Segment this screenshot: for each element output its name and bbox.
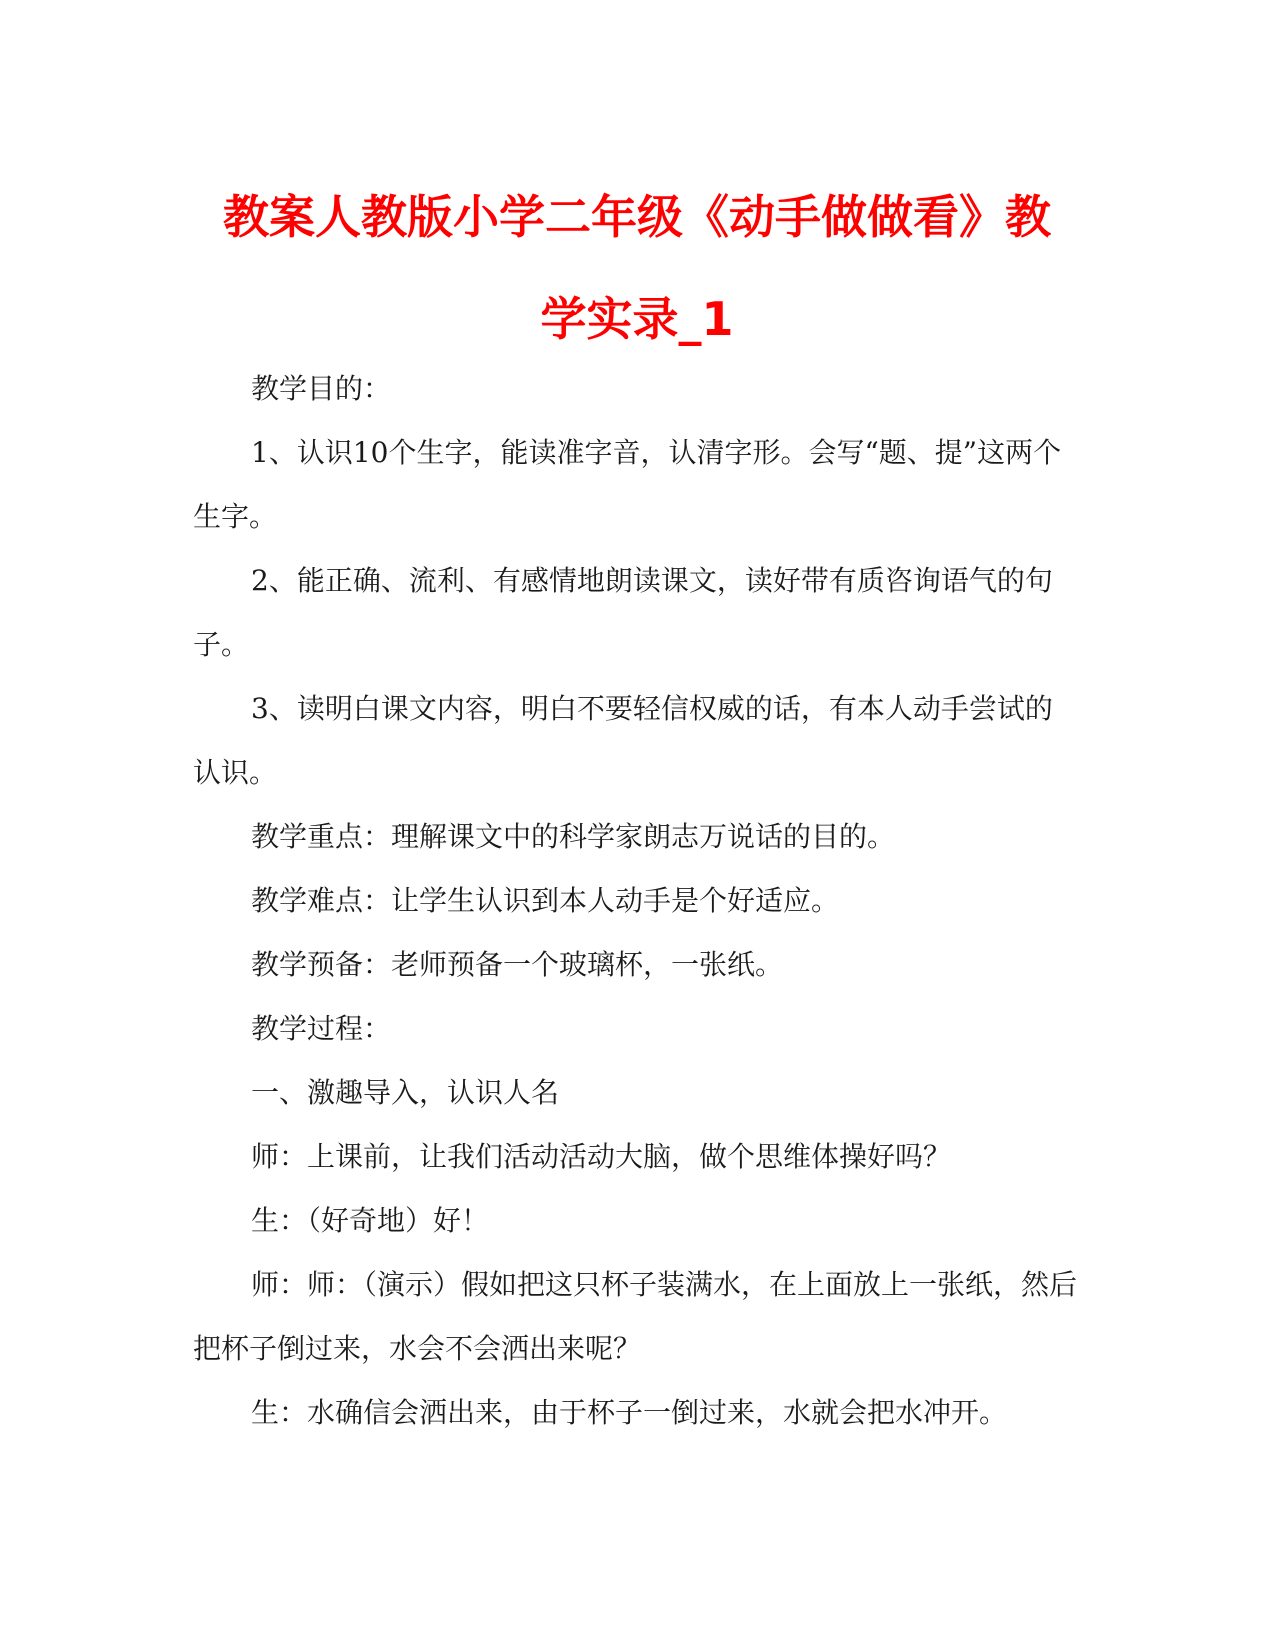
objective-2: 2、能正确、流利、有感情地朗读课文，读好带有质咨询语气的句子。	[193, 564, 1053, 661]
section-heading-objectives: 教学目的：	[251, 372, 392, 405]
dialogue-line: 师：上课前，让我们活动活动大脑，做个思维体操好吗？	[251, 1140, 952, 1173]
difficult-point: 教学难点：让学生认识到本人动手是个好适应。	[251, 884, 840, 917]
title-line-1: 教案人教版小学二年级《动手做做看》教	[223, 190, 1051, 244]
key-point: 教学重点：理解课文中的科学家朗志万说话的目的。	[251, 820, 896, 853]
document-title	[150, 166, 1124, 370]
preparation: 教学预备：老师预备一个玻璃杯，一张纸。	[251, 948, 784, 981]
dialogue-line: 生：水确信会洒出来，由于杯子一倒过来，水就会把水冲开。	[251, 1396, 1008, 1429]
process-step-1: 一、激趣导入，认识人名	[251, 1076, 560, 1109]
dialogue-line: 师：师：（演示）假如把这只杯子装满水，在上面放上一张纸，然后把杯子倒过来，水会不会洒出来呢？	[193, 1268, 1078, 1365]
section-heading-process: 教学过程：	[251, 1012, 392, 1045]
dialogue-line: 生：（好奇地）好！	[251, 1204, 490, 1237]
document-body	[193, 357, 1077, 1445]
title-line-2: 学实录_1	[540, 292, 734, 346]
objective-1: 1、认识10个生字，能读准字音，认清字形。会写“题、提”这两个生字。	[193, 436, 1062, 533]
objective-3: 3、读明白课文内容，明白不要轻信权威的话，有本人动手尝试的认识。	[193, 692, 1053, 789]
